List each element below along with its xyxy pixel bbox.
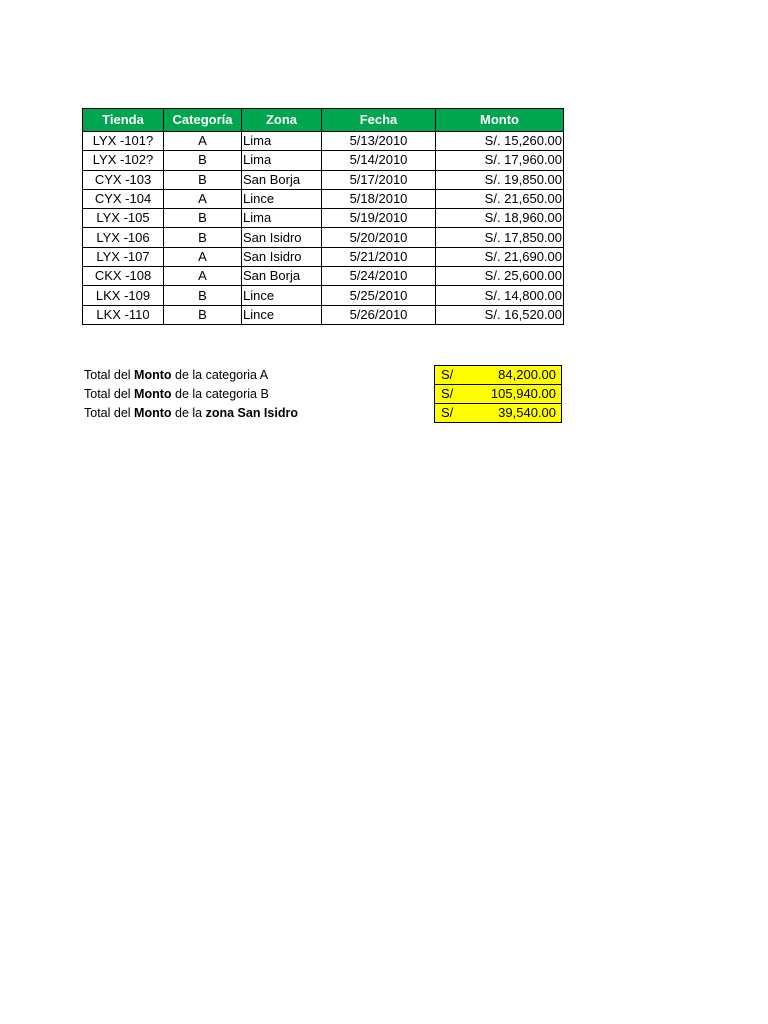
cell-tienda[interactable]: LYX -102? [83,151,164,170]
cell-monto[interactable]: S/. 15,260.00 [436,132,564,151]
cell-zona[interactable]: Lima [242,132,322,151]
currency-symbol: S/ [441,386,454,401]
cell-zona[interactable]: Lima [242,151,322,170]
column-header-zona[interactable]: Zona [242,109,322,132]
cell-monto[interactable]: S/. 19,850.00 [436,170,564,189]
cell-tienda[interactable]: LKX -109 [83,286,164,305]
summary-middle: de la [171,406,206,420]
column-header-categoria[interactable]: Categoría [164,109,242,132]
cell-categoria[interactable]: B [164,170,242,189]
cell-fecha[interactable]: 5/18/2010 [322,189,436,208]
summary-bold-monto: Monto [134,368,172,382]
cell-zona[interactable]: San Isidro [242,228,322,247]
cell-tienda[interactable]: LYX -105 [83,209,164,228]
cell-tienda[interactable]: LKX -110 [83,305,164,324]
summary-amount: 39,540.00 [498,405,556,420]
summary-prefix: Total del [84,387,135,401]
cell-categoria[interactable]: B [164,209,242,228]
sales-table [82,108,564,325]
summary-bold-monto: Monto [134,387,172,401]
cell-fecha[interactable]: 5/26/2010 [322,305,436,324]
summary-amount: 105,940.00 [490,386,556,401]
table-row [83,189,564,208]
cell-fecha[interactable]: 5/24/2010 [322,267,436,286]
cell-monto[interactable]: S/. 21,650.00 [436,189,564,208]
cell-monto[interactable]: S/. 21,690.00 [436,247,564,266]
table-row [83,267,564,286]
cell-zona[interactable]: Lince [242,286,322,305]
table-row [83,151,564,170]
cell-categoria[interactable]: A [164,189,242,208]
cell-tienda[interactable]: LYX -106 [83,228,164,247]
cell-fecha[interactable]: 5/13/2010 [322,132,436,151]
cell-categoria[interactable]: B [164,286,242,305]
table-header-row [83,109,564,132]
summary-middle: de la categoria B [171,387,269,401]
summary-value-categoria-b[interactable] [434,384,562,404]
cell-tienda[interactable]: CYX -103 [83,170,164,189]
cell-monto[interactable]: S/. 17,850.00 [436,228,564,247]
cell-tienda[interactable]: CYX -104 [83,189,164,208]
summary-prefix: Total del [84,368,135,382]
summary-label-categoria-a [84,366,268,384]
cell-tienda[interactable]: LYX -107 [83,247,164,266]
cell-categoria[interactable]: A [164,247,242,266]
summary-bold-monto: Monto [134,406,172,420]
cell-fecha[interactable]: 5/14/2010 [322,151,436,170]
cell-zona[interactable]: Lima [242,209,322,228]
cell-categoria[interactable]: A [164,267,242,286]
summary-bold-zona: zona San Isidro [205,406,298,420]
table-row [83,132,564,151]
table-row [83,170,564,189]
cell-fecha[interactable]: 5/20/2010 [322,228,436,247]
column-header-monto[interactable]: Monto [436,109,564,132]
summary-label-categoria-b [84,385,269,403]
cell-fecha[interactable]: 5/17/2010 [322,170,436,189]
cell-categoria[interactable]: A [164,132,242,151]
summary-amount: 84,200.00 [498,367,556,382]
summary-value-categoria-a[interactable] [434,365,562,385]
cell-zona[interactable]: Lince [242,305,322,324]
cell-monto[interactable]: S/. 25,600.00 [436,267,564,286]
currency-symbol: S/ [441,367,454,382]
cell-categoria[interactable]: B [164,305,242,324]
column-header-fecha[interactable]: Fecha [322,109,436,132]
cell-tienda[interactable]: CKX -108 [83,267,164,286]
cell-monto[interactable]: S/. 16,520.00 [436,305,564,324]
cell-zona[interactable]: San Isidro [242,247,322,266]
table-row [83,286,564,305]
cell-zona[interactable]: San Borja [242,170,322,189]
cell-fecha[interactable]: 5/19/2010 [322,209,436,228]
cell-fecha[interactable]: 5/21/2010 [322,247,436,266]
cell-zona[interactable]: San Borja [242,267,322,286]
cell-categoria[interactable]: B [164,151,242,170]
table-row [83,305,564,324]
currency-symbol: S/ [441,405,454,420]
summary-prefix: Total del [84,406,135,420]
summary-middle: de la categoria A [171,368,269,382]
cell-categoria[interactable]: B [164,228,242,247]
column-header-tienda[interactable]: Tienda [83,109,164,132]
cell-monto[interactable]: S/. 18,960.00 [436,209,564,228]
cell-monto[interactable]: S/. 14,800.00 [436,286,564,305]
table-row [83,228,564,247]
summary-label-zona-san-isidro [84,404,298,422]
cell-fecha[interactable]: 5/25/2010 [322,286,436,305]
table-row [83,209,564,228]
cell-tienda[interactable]: LYX -101? [83,132,164,151]
cell-monto[interactable]: S/. 17,960.00 [436,151,564,170]
table-row [83,247,564,266]
cell-zona[interactable]: Lince [242,189,322,208]
summary-value-zona-san-isidro[interactable] [434,403,562,423]
